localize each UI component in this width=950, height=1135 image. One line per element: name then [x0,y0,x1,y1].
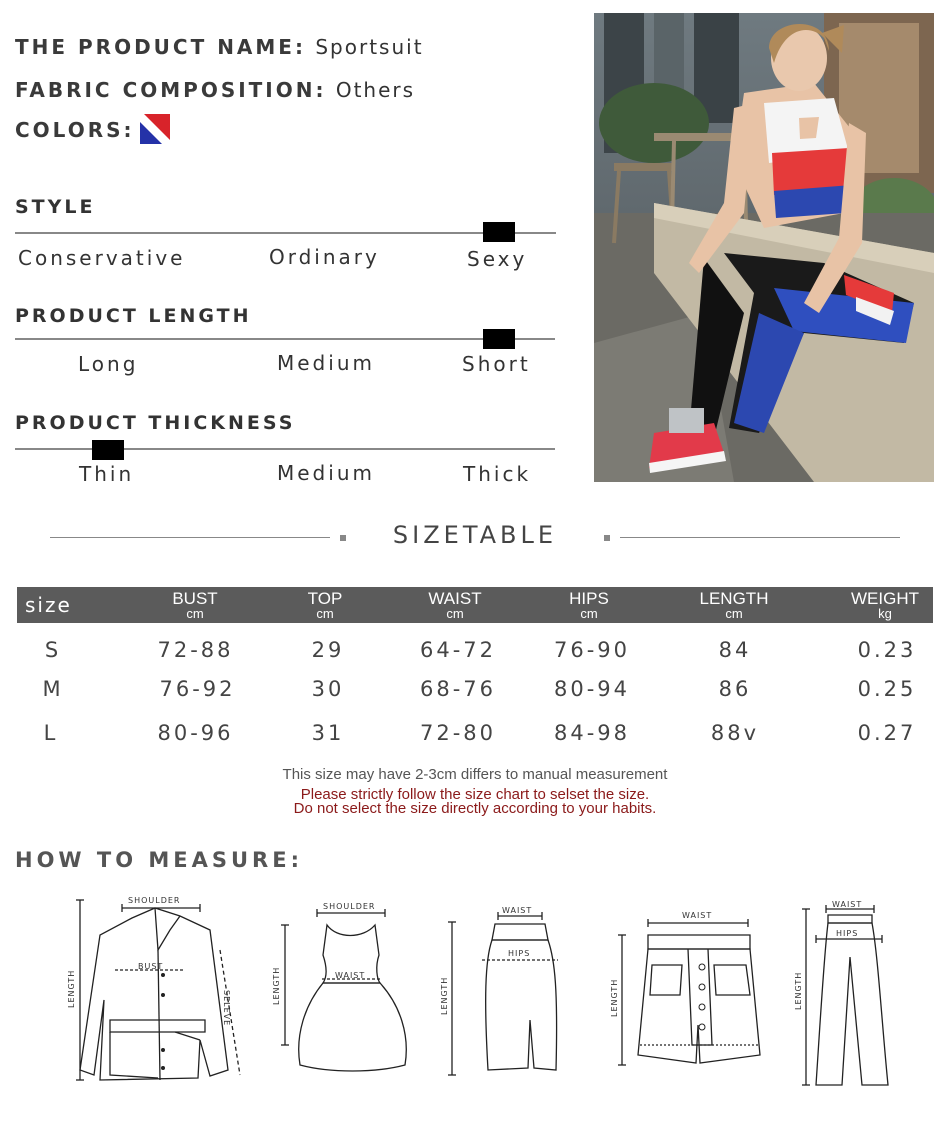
thickness-option-thin: Thin [79,462,135,486]
header-weight: WEIGHT kg [851,589,919,621]
row-s-length: 84 [718,638,752,662]
colors-label: COLORS: [15,118,135,142]
jacket-shoulder-label: SHOULDER [128,896,181,905]
dress-sketch [272,895,415,1075]
row-s-hips: 76-90 [553,638,631,662]
jacket-sketch [60,890,260,1090]
sizetable-left-rule [50,537,330,538]
dress-length-label: LENGTH [272,966,281,1005]
how-to-measure-title: HOW TO MEASURE: [15,848,303,872]
row-s-top: 29 [311,638,345,662]
style-option-conservative: Conservative [18,246,186,270]
sizetable-title: SIZETABLE [392,521,558,549]
row-l-top: 31 [311,721,345,745]
header-hips: HIPS cm [569,589,609,621]
dress-waist-label: WAIST [335,971,366,980]
header-size: size [25,593,72,617]
row-m-length: 86 [718,677,752,701]
row-l-hips: 84-98 [553,721,631,745]
length-title: PRODUCT LENGTH [15,305,252,327]
row-s-weight: 0.23 [857,638,917,662]
shorts-waist-label: WAIST [682,911,713,920]
jacket-sleeve-label: SELEVE [222,990,231,1027]
skirt-sketch [430,900,580,1080]
header-bust: BUST cm [172,589,218,621]
row-m-weight: 0.25 [857,677,917,701]
colors-line [15,118,135,142]
style-title: STYLE [15,196,96,218]
header-waist: WAIST cm [428,589,482,621]
product-photo [594,13,934,482]
size-chart-warning: Please strictly follow the size chart to selset the size. [300,786,650,803]
length-scale-line [15,338,555,340]
pants-hips-label: HIPS [836,929,859,938]
length-selected-marker [483,329,515,349]
thickness-title: PRODUCT THICKNESS [15,412,296,434]
fabric-line [15,78,415,102]
header-length: LENGTH cm [699,589,769,621]
pants-length-label: LENGTH [794,971,803,1010]
shorts-length-label: LENGTH [610,978,619,1017]
row-m-bust: 76-92 [159,677,236,701]
row-l-bust: 80-96 [157,721,234,745]
row-l-length: 88v [710,721,760,745]
product-name-value: Sportsuit [315,35,424,59]
habits-warning: Do not select the size directly according to your habits. [293,800,657,817]
row-m-top: 30 [311,677,345,701]
pants-sketch [790,895,900,1095]
fabric-label: FABRIC COMPOSITION: [15,78,327,102]
length-option-short: Short [462,352,531,376]
jacket-bust-label: BUST [138,962,164,971]
style-option-ordinary: Ordinary [269,245,380,269]
thickness-option-medium: Medium [277,461,375,485]
product-name-line [15,35,424,59]
dress-shoulder-label: SHOULDER [323,902,376,911]
row-l-weight: 0.27 [857,721,917,745]
style-selected-marker [483,222,515,242]
skirt-hips-label: HIPS [508,949,531,958]
sizetable-right-dot [604,535,610,541]
row-m-size: M [42,677,64,701]
row-s-size: S [44,638,62,662]
sizetable-right-rule [620,537,900,538]
color-swatch[interactable] [140,114,170,144]
style-option-sexy: Sexy [467,247,528,271]
length-option-medium: Medium [277,351,375,375]
measurement-note: This size may have 2-3cm differs to manual measurement [282,766,668,783]
fabric-value: Others [335,78,416,102]
jacket-length-label: LENGTH [67,969,76,1008]
product-name-label: THE PRODUCT NAME: [15,35,306,59]
row-m-waist: 68-76 [419,677,497,701]
row-s-waist: 64-72 [419,638,497,662]
row-m-hips: 80-94 [553,677,631,701]
row-l-waist: 72-80 [419,721,497,745]
style-scale-line [15,232,556,234]
skirt-length-label: LENGTH [440,976,449,1015]
shorts-sketch [600,905,780,1075]
row-s-bust: 72-88 [157,638,234,662]
sizetable-header [17,587,933,623]
header-top: TOP cm [307,589,343,621]
pants-waist-label: WAIST [832,900,863,909]
length-option-long: Long [78,352,139,376]
row-l-size: L [43,721,59,745]
thickness-option-thick: Thick [463,462,532,486]
thickness-selected-marker [92,440,124,460]
skirt-waist-label: WAIST [502,906,533,915]
